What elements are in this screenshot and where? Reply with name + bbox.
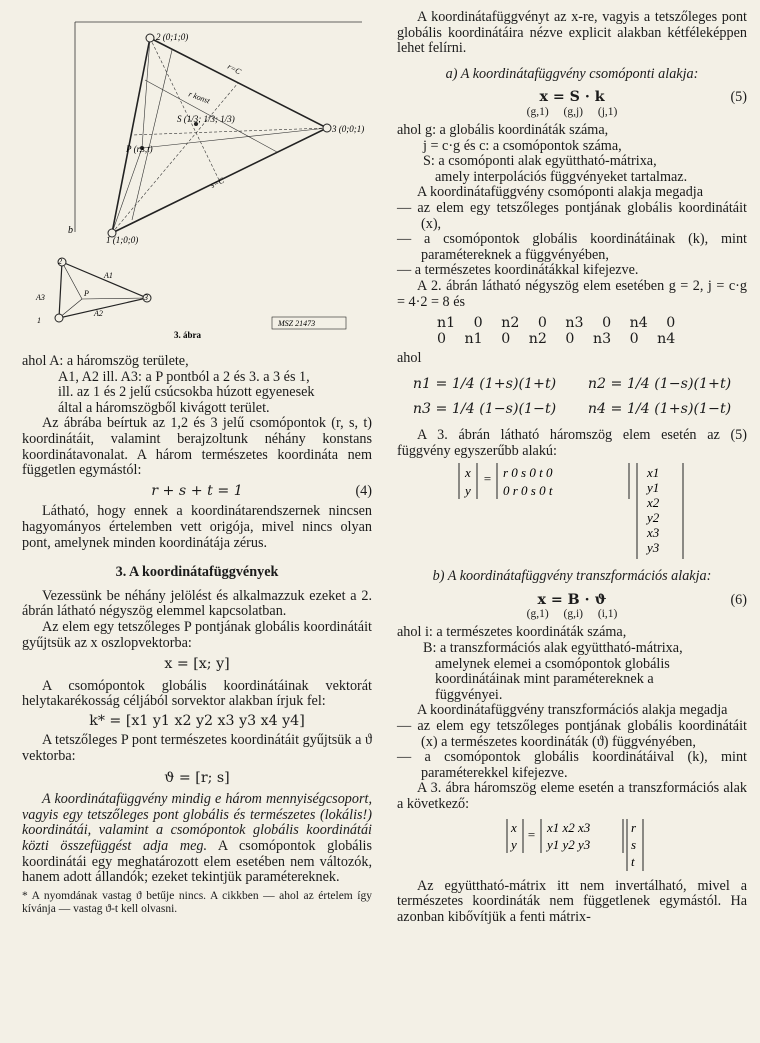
def-line: amelynek elemei a csomópontok globális (435, 655, 670, 672)
svg-text:x2: x2 (647, 495, 660, 511)
paragraph: Látható, hogy ennek a koordinátarendszernek nincsen hagyományos értelemben vett origója, mivel nincs olyan pont, amelynek minden koordinátája zérus. (22, 503, 372, 551)
def-line: A1, A2 ill. A3: a P pontból a 2 és 3. a 3 és 1, (58, 368, 310, 385)
dim: (g,1) (526, 608, 549, 621)
svg-text:y1 y2 y3: y1 y2 y3 (547, 836, 591, 852)
label-sc: s=C (209, 175, 226, 190)
def-line: B: a transzformációs alak együttható-mátrixa, (423, 640, 683, 657)
equation-4-body: r + s + t = 1 (151, 482, 243, 499)
svg-text:r 0 s 0 t 0: r 0 s 0 t 0 (503, 465, 553, 481)
svg-text:s: s (631, 836, 637, 852)
label-point-p: P (r,s,t) (126, 144, 153, 154)
dim: (j,1) (597, 105, 618, 118)
equation-5-number: (5) (730, 89, 747, 106)
dash-item: — az elem egy tetszőleges pontjának globális koordinátáit (x), (397, 199, 747, 232)
n3-function: n3 = 1/4 (1−s)(1−t) (412, 401, 557, 418)
s-matrix (437, 316, 747, 347)
label-r-const: r konst (187, 89, 212, 106)
n1-function: n1 = 1/4 (1+s)(1+t) (412, 375, 557, 392)
paragraph: A koordinátafüggvény transzformációs alakja megadja (417, 702, 728, 719)
figure-caption: 3. ábra (174, 330, 201, 340)
right-column (397, 10, 747, 925)
footnote: * A nyomdának vastag ϑ betűje nincs. A cikkben — ahol az értelem így kívánja — vastag ϑ-t kell olvasni. (22, 889, 372, 915)
label-axis-b: b (68, 225, 73, 236)
paragraph: A koordinátafüggvény csomóponti alakja megadja (417, 184, 704, 201)
theta-vector-equation: ϑ = [r; s] (164, 769, 230, 786)
def-line: ahol A: a háromszög területe, (22, 353, 189, 369)
small-a3: A3 (36, 293, 45, 302)
x-vector-equation: x = [x; y] (164, 656, 230, 673)
equation-5-body: x = S · k (539, 89, 605, 106)
label-centroid: S (1/3; 1/3; 1/3) (177, 114, 235, 124)
dim: (g,1) (526, 105, 549, 118)
def-line: által a háromszögből kivágott terület. (58, 399, 270, 416)
def-line: S: a csomóponti alak együttható-mátrixa, (423, 153, 657, 170)
label-rc: r=C (226, 61, 243, 77)
equation-6-body: x = B · ϑ (537, 591, 607, 608)
paragraph: Az együttható-mátrix itt nem invertálható, mivel a természetes koordináták nem függetlenek egymástól. Ha azonban kibővítjük a fenti mátrix- (397, 877, 747, 925)
dash-item: — a csomópontok globális koordinátáival (k), mint paraméterekkel kifejezve. (397, 749, 747, 781)
paragraph (22, 792, 372, 886)
svg-text:x1 x2 x3: x1 x2 x3 (547, 819, 591, 835)
subheading-a: a) A koordinátafüggvény csomóponti alakja: (445, 65, 699, 82)
def-line: függvényei. (435, 686, 503, 703)
def-line: ill. az 1 és 2 jelű csúcsokba húzott egyenesek (58, 384, 315, 401)
triangle-matrix-equation (397, 459, 747, 563)
svg-text:=: = (483, 471, 492, 487)
paragraph: A 2. ábrán látható négyszög elem esetében g = 2, j = c·g = 4·2 = 8 és (397, 277, 747, 310)
equation-5-dims (397, 106, 747, 119)
paragraph: A tetszőleges P pont természetes koordinátáit gyűjtsük a ϑ vektorba: (22, 732, 372, 765)
dim: (g,i) (563, 608, 584, 621)
small-p: P (84, 289, 89, 298)
paragraph: A 3. ábrán látható háromszög elem esetén az (5) függvény egyszerűbb alakú: (397, 427, 747, 459)
dash-item: — a csomópontok globális koordinátáinak (k), mint paramétereknek a függvényében, (397, 231, 747, 263)
svg-text:y3: y3 (647, 540, 660, 556)
small-a1: A1 (104, 271, 113, 280)
paragraph: A 3. ábra háromszög eleme esetén a transzformációs alak a következő: (397, 780, 747, 812)
svg-text:x: x (465, 465, 471, 481)
dim: (g,j) (563, 105, 584, 118)
transform-matrix-equation (397, 813, 747, 875)
svg-text:y2: y2 (647, 510, 660, 526)
small-node-2: 2 (58, 257, 62, 266)
s-matrix-row-1: n1 0 n2 0 n3 0 n4 0 (437, 315, 676, 332)
svg-text:y: y (465, 483, 471, 499)
dim: (i,1) (597, 608, 618, 621)
dash-item: — az elem egy tetszőleges pontjának globális koordinátáit (x) a természetes koordináták (ϑ) függvényében, (397, 718, 747, 750)
section-heading: 3. A koordinátafüggvények (115, 564, 279, 581)
ahol-label: ahol (397, 350, 422, 367)
dash-item: — a természetes koordinátákkal kifejezve. (397, 262, 639, 279)
left-column (22, 0, 372, 916)
paragraph: Az ábrába beírtuk az 1,2 és 3 jelű csomópontok (r, s, t) koordinátáit, valamint berajzoltunk néhány konstans koordinátavonalat. A három természetes koordináta nem független egymástól: (22, 415, 372, 479)
def-line: j = c·g és c: a csomópontok száma, (423, 137, 622, 154)
equation-5 (397, 90, 747, 106)
equation-6-dims (397, 608, 747, 621)
svg-text:x1: x1 (647, 465, 660, 481)
equation-6 (397, 593, 747, 609)
svg-text:y1: y1 (647, 480, 660, 496)
triangle-figure (22, 0, 372, 340)
subheading-b: b) A koordinátafüggvény transzformációs alakja: (432, 568, 712, 585)
def-line: koordinátáinak mint paramétereknek a (435, 671, 654, 688)
area-definitions (22, 354, 372, 416)
paragraph: Az elem egy tetszőleges P pontjának globális koordinátáit gyűjtsük az x oszlopvektorba: (22, 618, 372, 651)
italic-statement: A koordinátafüggvény mindig e három mennyiségcsoport, vagyis egy tetszőleges pont globális és természetes (lokális!) koordinátái, valamint a csomópontok globális koordinátái közti összefüggést adja meg. (22, 791, 372, 855)
paragraph: A csomópontok globális koordinátáinak vektorát helytakarékosság céljából sorvektor alakban írjuk fel: (22, 677, 372, 710)
k-vector-equation: k* = [x1 y1 x2 y2 x3 y3 x4 y4] (89, 712, 305, 729)
statement-rest: A csomópontok globális koordinátái egy meghatározott elem esetében nem változók, hanem adott állandók; ezeket tekintjük paramétereknek. (22, 838, 373, 886)
svg-text:y: y (511, 836, 517, 852)
n4-function: n4 = 1/4 (1+s)(1−t) (587, 401, 732, 418)
label-node-1: 1 (1;0;0) (106, 235, 139, 245)
s-matrix-row-2: 0 n1 0 n2 0 n3 0 n4 (437, 330, 676, 347)
equation-4 (22, 484, 372, 500)
svg-text:0 r 0 s 0 t: 0 r 0 s 0 t (503, 483, 553, 499)
def-line: ahol g: a globális koordináták száma, (397, 121, 609, 138)
small-a2: A2 (94, 309, 103, 318)
paragraph: A koordinátafüggvényt az x-re, vagyis a tetszőleges pont globális koordinátáira nézve explicit alakban kétféleképpen lehet felírni. (397, 9, 747, 57)
svg-text:x: x (511, 819, 517, 835)
interp-row-2 (397, 402, 747, 418)
svg-text:=: = (527, 826, 536, 842)
interp-row-1 (397, 377, 747, 393)
def-line: ahol i: a természetes koordináták száma, (397, 624, 627, 641)
paragraph: Vezessünk be néhány jelölést és alkalmazzuk ezeket a 2. ábrán látható négyszög elemmel kapcsolatban. (22, 587, 372, 620)
svg-text:t: t (631, 853, 635, 869)
figure-code-box: MSZ 21473 (278, 319, 316, 328)
svg-text:r: r (631, 819, 637, 835)
label-node-3: 3 (0;0;1) (332, 124, 365, 134)
def-line: amely interpolációs függvényeket tartalmaz. (435, 168, 688, 185)
label-node-2: 2 (0;1;0) (156, 32, 189, 42)
n2-function: n2 = 1/4 (1−s)(1+t) (587, 375, 732, 392)
equation-6-number: (6) (730, 591, 747, 608)
small-node-3: 1 (37, 316, 41, 325)
svg-text:x3: x3 (647, 525, 660, 541)
equation-4-number: (4) (355, 482, 372, 499)
small-node-3b: 3 (144, 293, 148, 302)
